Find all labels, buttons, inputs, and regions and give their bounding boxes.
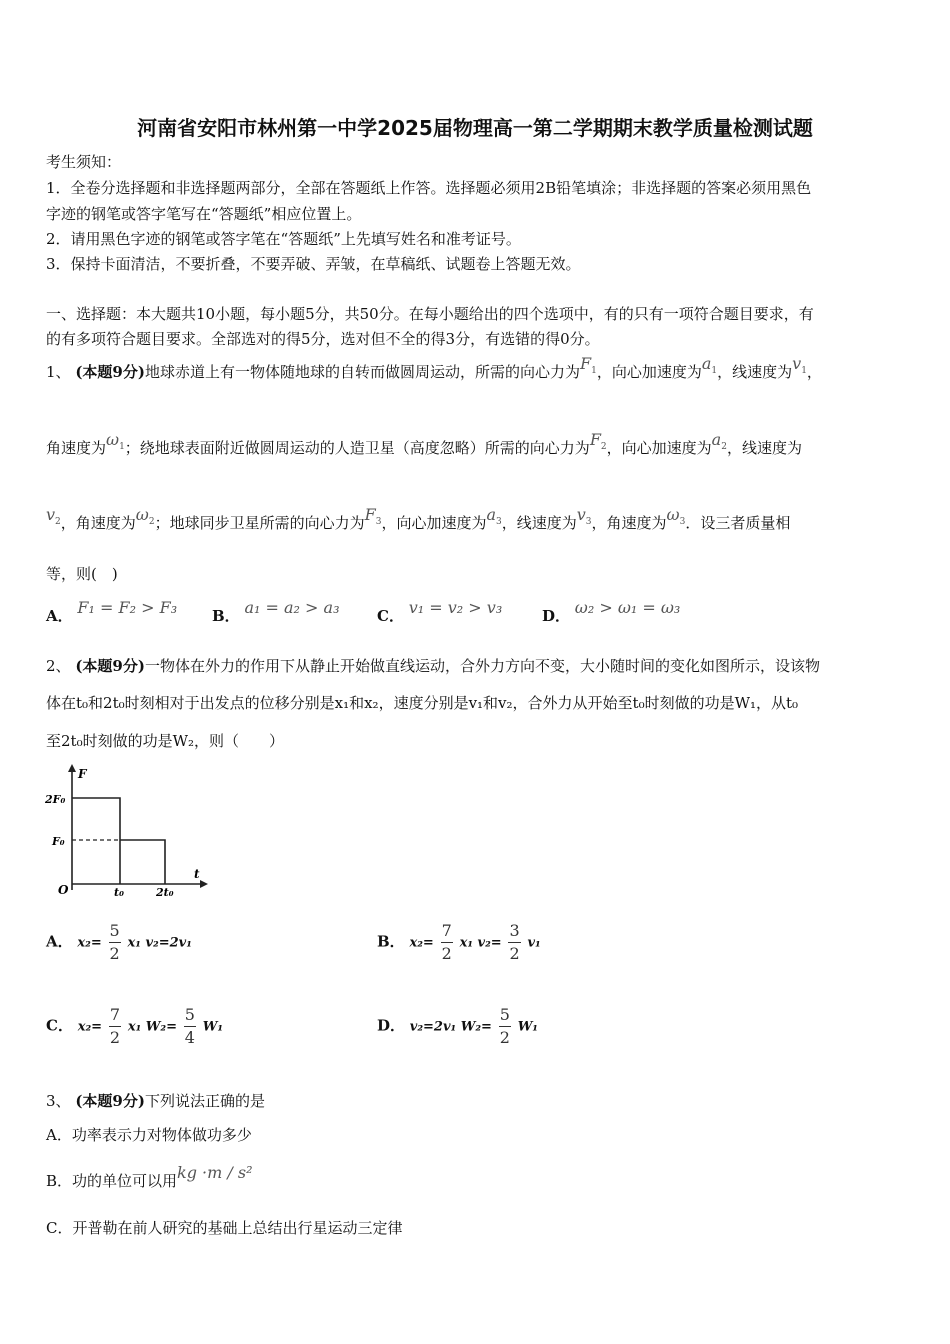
fraction xyxy=(441,920,453,965)
q1-line-4: 等，则( ) xyxy=(46,565,118,583)
fraction xyxy=(109,920,121,965)
q3-option-c[interactable]: C．开普勒在前人研究的基础上总结出行星运动三定律 xyxy=(46,1219,403,1237)
option-text: W₁ xyxy=(202,1019,224,1035)
fraction-denominator: 2 xyxy=(109,944,120,963)
q3-option-a[interactable]: A．功率表示力对物体做功多少 xyxy=(46,1126,252,1144)
fraction xyxy=(508,920,520,965)
option-text: x₁ v₂= xyxy=(459,935,502,951)
q2-option-c[interactable] xyxy=(46,1004,223,1049)
y-axis-arrow xyxy=(68,764,76,772)
notice-item-3: 3．保持卡面清洁，不要折叠，不要弄破、弄皱，在草稿纸、试题卷上答题无效。 xyxy=(46,255,581,273)
option-text: x₂= xyxy=(77,1019,103,1035)
fraction xyxy=(499,1004,511,1049)
q2-option-d[interactable] xyxy=(377,1004,538,1049)
option-text: ω₂ > ω₁ = ω₃ xyxy=(574,598,681,617)
option-text: F₁ = F₂ > F₃ xyxy=(77,598,178,617)
symbol-v1: $v_1$ xyxy=(792,354,807,377)
q1-text: ，线速度为 xyxy=(726,439,802,457)
option-label: A． xyxy=(46,607,73,625)
q1-option-a[interactable] xyxy=(46,598,178,626)
q1-text: 地球赤道上有一物体随地球的自转而做圆周运动，所需的向心力为 xyxy=(144,363,580,381)
q3-number: 3、 xyxy=(46,1092,71,1110)
force-segment-1 xyxy=(72,798,120,884)
q1-text: ，线速度为 xyxy=(717,363,793,381)
q2-option-a[interactable] xyxy=(46,920,192,965)
q1-text: ．设三者质量相 xyxy=(685,514,791,532)
fraction-denominator: 4 xyxy=(184,1028,195,1047)
symbol-F1: $F_1$ xyxy=(579,354,597,377)
q1-text: ，线速度为 xyxy=(501,514,577,532)
q1-option-c[interactable] xyxy=(377,598,503,626)
q1-line-1 xyxy=(46,354,822,389)
q1-text: ；绕地球表面附近做圆周运动的人造卫星（高度忽略）所需的向心力为 xyxy=(124,439,590,457)
q1-line-2 xyxy=(46,430,802,465)
option-text: v₁ = v₂ > v₃ xyxy=(408,598,503,617)
symbol-omega2: $\omega_2$ xyxy=(135,505,155,528)
force-time-graph xyxy=(44,762,214,902)
notice-heading: 考生须知： xyxy=(46,153,122,171)
notice-item-2: 2．请用黑色字迹的钢笔或答字笔在“答题纸”上先填写姓名和准考证号。 xyxy=(46,230,521,248)
q1-text: ，向心加速度为 xyxy=(606,439,712,457)
fraction-numerator: 5 xyxy=(499,1004,511,1027)
q2-number: 2、 xyxy=(46,657,71,675)
symbol-a3: $a_3$ xyxy=(486,505,502,528)
y-axis-label: F xyxy=(78,767,87,781)
fraction-denominator: 2 xyxy=(509,944,520,963)
symbol-omega3: $\omega_3$ xyxy=(666,505,686,528)
option-label: B． xyxy=(377,932,405,951)
symbol-F3: $F_3$ xyxy=(364,505,382,528)
q2-line-1 xyxy=(46,656,820,676)
notice-item-1a: 1．全卷分选择题和非选择题两部分，全部在答题纸上作答。选择题必须用2B铅笔填涂；非选择题的答案必须用黑色 xyxy=(46,179,812,197)
q1-text: ， xyxy=(806,363,822,381)
q1-option-b[interactable] xyxy=(212,598,340,626)
q3-points: (本题9分) xyxy=(75,1092,145,1110)
fraction-denominator: 2 xyxy=(441,944,452,963)
fraction-numerator: 5 xyxy=(184,1004,196,1027)
q3-option-b[interactable] xyxy=(46,1163,253,1191)
q2-points: (本题9分) xyxy=(75,657,145,675)
x-tick-2t0: 2t₀ xyxy=(156,886,174,899)
option-text: a₁ = a₂ > a₃ xyxy=(244,598,340,617)
symbol-v2: $v_2$ xyxy=(46,505,61,528)
option-text: B．功的单位可以用 xyxy=(46,1172,178,1190)
symbol-v3: $v_3$ xyxy=(576,505,592,528)
force-segment-2 xyxy=(120,840,165,884)
q2-text: 一物体在外力的作用下从静止开始做直线运动，合外力方向不变，大小随时间的变化如图所示，设该物 xyxy=(144,657,820,675)
q1-text: ，向心加速度为 xyxy=(381,514,487,532)
page-title: 河南省安阳市林州第一中学2025届物理高一第二学期期末教学质量检测试题 xyxy=(137,116,813,140)
option-label: C． xyxy=(377,607,404,625)
q2-line-3: 至2t₀时刻做的功是W₂，则（ ） xyxy=(46,732,285,750)
q1-text: ；地球同步卫星所需的向心力为 xyxy=(154,514,365,532)
notice-item-1b: 字迹的钢笔或答字笔写在“答题纸”相应位置上。 xyxy=(46,205,362,223)
q2-option-b[interactable] xyxy=(377,920,541,965)
fraction-denominator: 2 xyxy=(499,1028,510,1047)
option-text: x₁ W₂= xyxy=(127,1019,177,1035)
option-text: x₂= xyxy=(77,935,102,951)
symbol-omega1: $\omega_1$ xyxy=(106,430,125,453)
option-label: D． xyxy=(542,607,571,625)
fraction-numerator: 5 xyxy=(109,920,121,943)
fraction-numerator: 3 xyxy=(508,920,520,943)
origin-label: O xyxy=(58,883,69,897)
fraction xyxy=(109,1004,121,1049)
option-label: D． xyxy=(377,1016,406,1035)
y-tick-2f0: 2F₀ xyxy=(45,793,66,806)
option-label: A． xyxy=(46,932,73,951)
x-axis-label: t xyxy=(194,867,200,881)
q3-text: 下列说法正确的是 xyxy=(144,1092,265,1110)
symbol-F2: $F_2$ xyxy=(589,430,607,453)
option-text: v₁ xyxy=(527,935,541,951)
fraction-denominator: 2 xyxy=(109,1028,121,1047)
option-text: x₁ v₂=2v₁ xyxy=(127,935,192,951)
q3-line-1 xyxy=(46,1091,265,1111)
q1-option-d[interactable] xyxy=(542,598,681,626)
q1-number: 1、 xyxy=(46,363,71,381)
fraction-numerator: 7 xyxy=(441,920,453,943)
q1-text: ，角速度为 xyxy=(591,514,667,532)
section-heading-1: 一、选择题：本大题共10小题，每小题5分，共50分。在每小题给出的四个选项中，有的只有一项符合题目要求，有 xyxy=(46,305,814,323)
q1-text: ，向心加速度为 xyxy=(596,363,702,381)
symbol-a1: $a_1$ xyxy=(701,354,718,377)
q1-text: ，角速度为 xyxy=(60,514,136,532)
x-axis-arrow xyxy=(200,880,208,888)
fraction-numerator: 7 xyxy=(109,1004,121,1027)
option-label: C． xyxy=(46,1016,73,1035)
y-tick-f0: F₀ xyxy=(52,835,65,848)
x-tick-t0: t₀ xyxy=(114,886,124,899)
q1-text: 角速度为 xyxy=(46,439,107,457)
option-text: x₂= xyxy=(409,935,434,951)
option-label: B． xyxy=(212,607,240,625)
q1-points: (本题9分) xyxy=(75,363,145,381)
section-heading-2: 的有多项符合题目要求。全部选对的得5分，选对但不全的得3分，有选错的得0分。 xyxy=(46,330,600,348)
q1-line-3 xyxy=(46,505,791,540)
symbol-a2: $a_2$ xyxy=(711,430,727,453)
fraction xyxy=(184,1004,196,1049)
unit-expression: kg ·m / s² xyxy=(177,1163,253,1182)
option-text: v₂=2v₁ W₂= xyxy=(409,1019,492,1035)
q2-line-2: 体在t₀和2t₀时刻相对于出发点的位移分别是x₁和x₂，速度分别是v₁和v₂，合外力从开始至t₀时刻做的功是W₁，从t₀ xyxy=(46,694,799,712)
option-text: W₁ xyxy=(517,1019,538,1035)
